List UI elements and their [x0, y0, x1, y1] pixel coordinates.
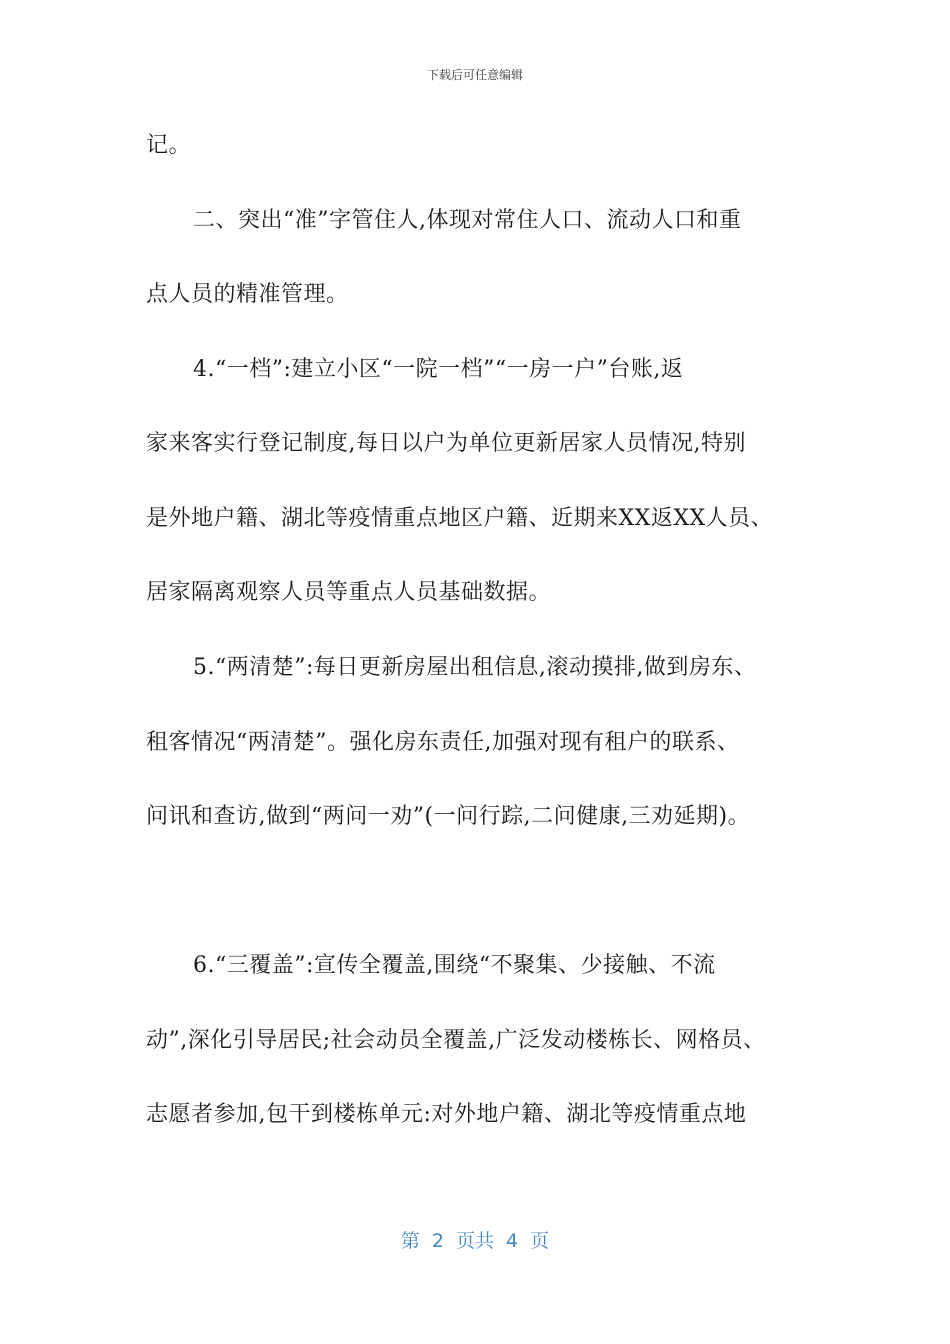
paragraph-line: 6.“三覆盖”:宣传全覆盖,围绕“不聚集、少接触、不流 — [193, 953, 716, 978]
paragraph-line: 记。 — [146, 133, 192, 158]
paragraph-line: 志愿者参加,包干到楼栋单元:对外地户籍、湖北等疫情重点地 — [146, 1102, 747, 1127]
paragraph-line: 动”,深化引导居民;社会动员全覆盖,广泛发动楼栋长、网格员、 — [146, 1028, 766, 1053]
paragraph-line: 4.“一档”:建立小区“一院一档”“一房一户”台账,返 — [193, 357, 684, 382]
paragraph-line: 是外地户籍、湖北等疫情重点地区户籍、近期来XX返XX人员、 — [146, 506, 774, 531]
paragraph-line: 二、突出“准”字管住人,体现对常住人口、流动人口和重 — [193, 208, 742, 233]
paragraph-line: 5.“两清楚”:每日更新房屋出租信息,滚动摸排,做到房东、 — [193, 655, 757, 680]
page-header-note: 下载后可任意编辑 — [426, 68, 523, 82]
paragraph-line: 租客情况“两清楚”。强化房东责任,加强对现有租户的联系、 — [146, 730, 740, 755]
paragraph-line: 居家隔离观察人员等重点人员基础数据。 — [146, 580, 552, 605]
paragraph-line: 点人员的精准管理。 — [146, 282, 349, 307]
page-number: 第 2 页共 4 页 — [400, 1230, 550, 1252]
paragraph-line: 家来客实行登记制度,每日以户为单位更新居家人员情况,特别 — [146, 431, 746, 456]
paragraph-line: 问讯和查访,做到“两问一劝”(一问行踪,二问健康,三劝延期)。 — [146, 804, 751, 829]
